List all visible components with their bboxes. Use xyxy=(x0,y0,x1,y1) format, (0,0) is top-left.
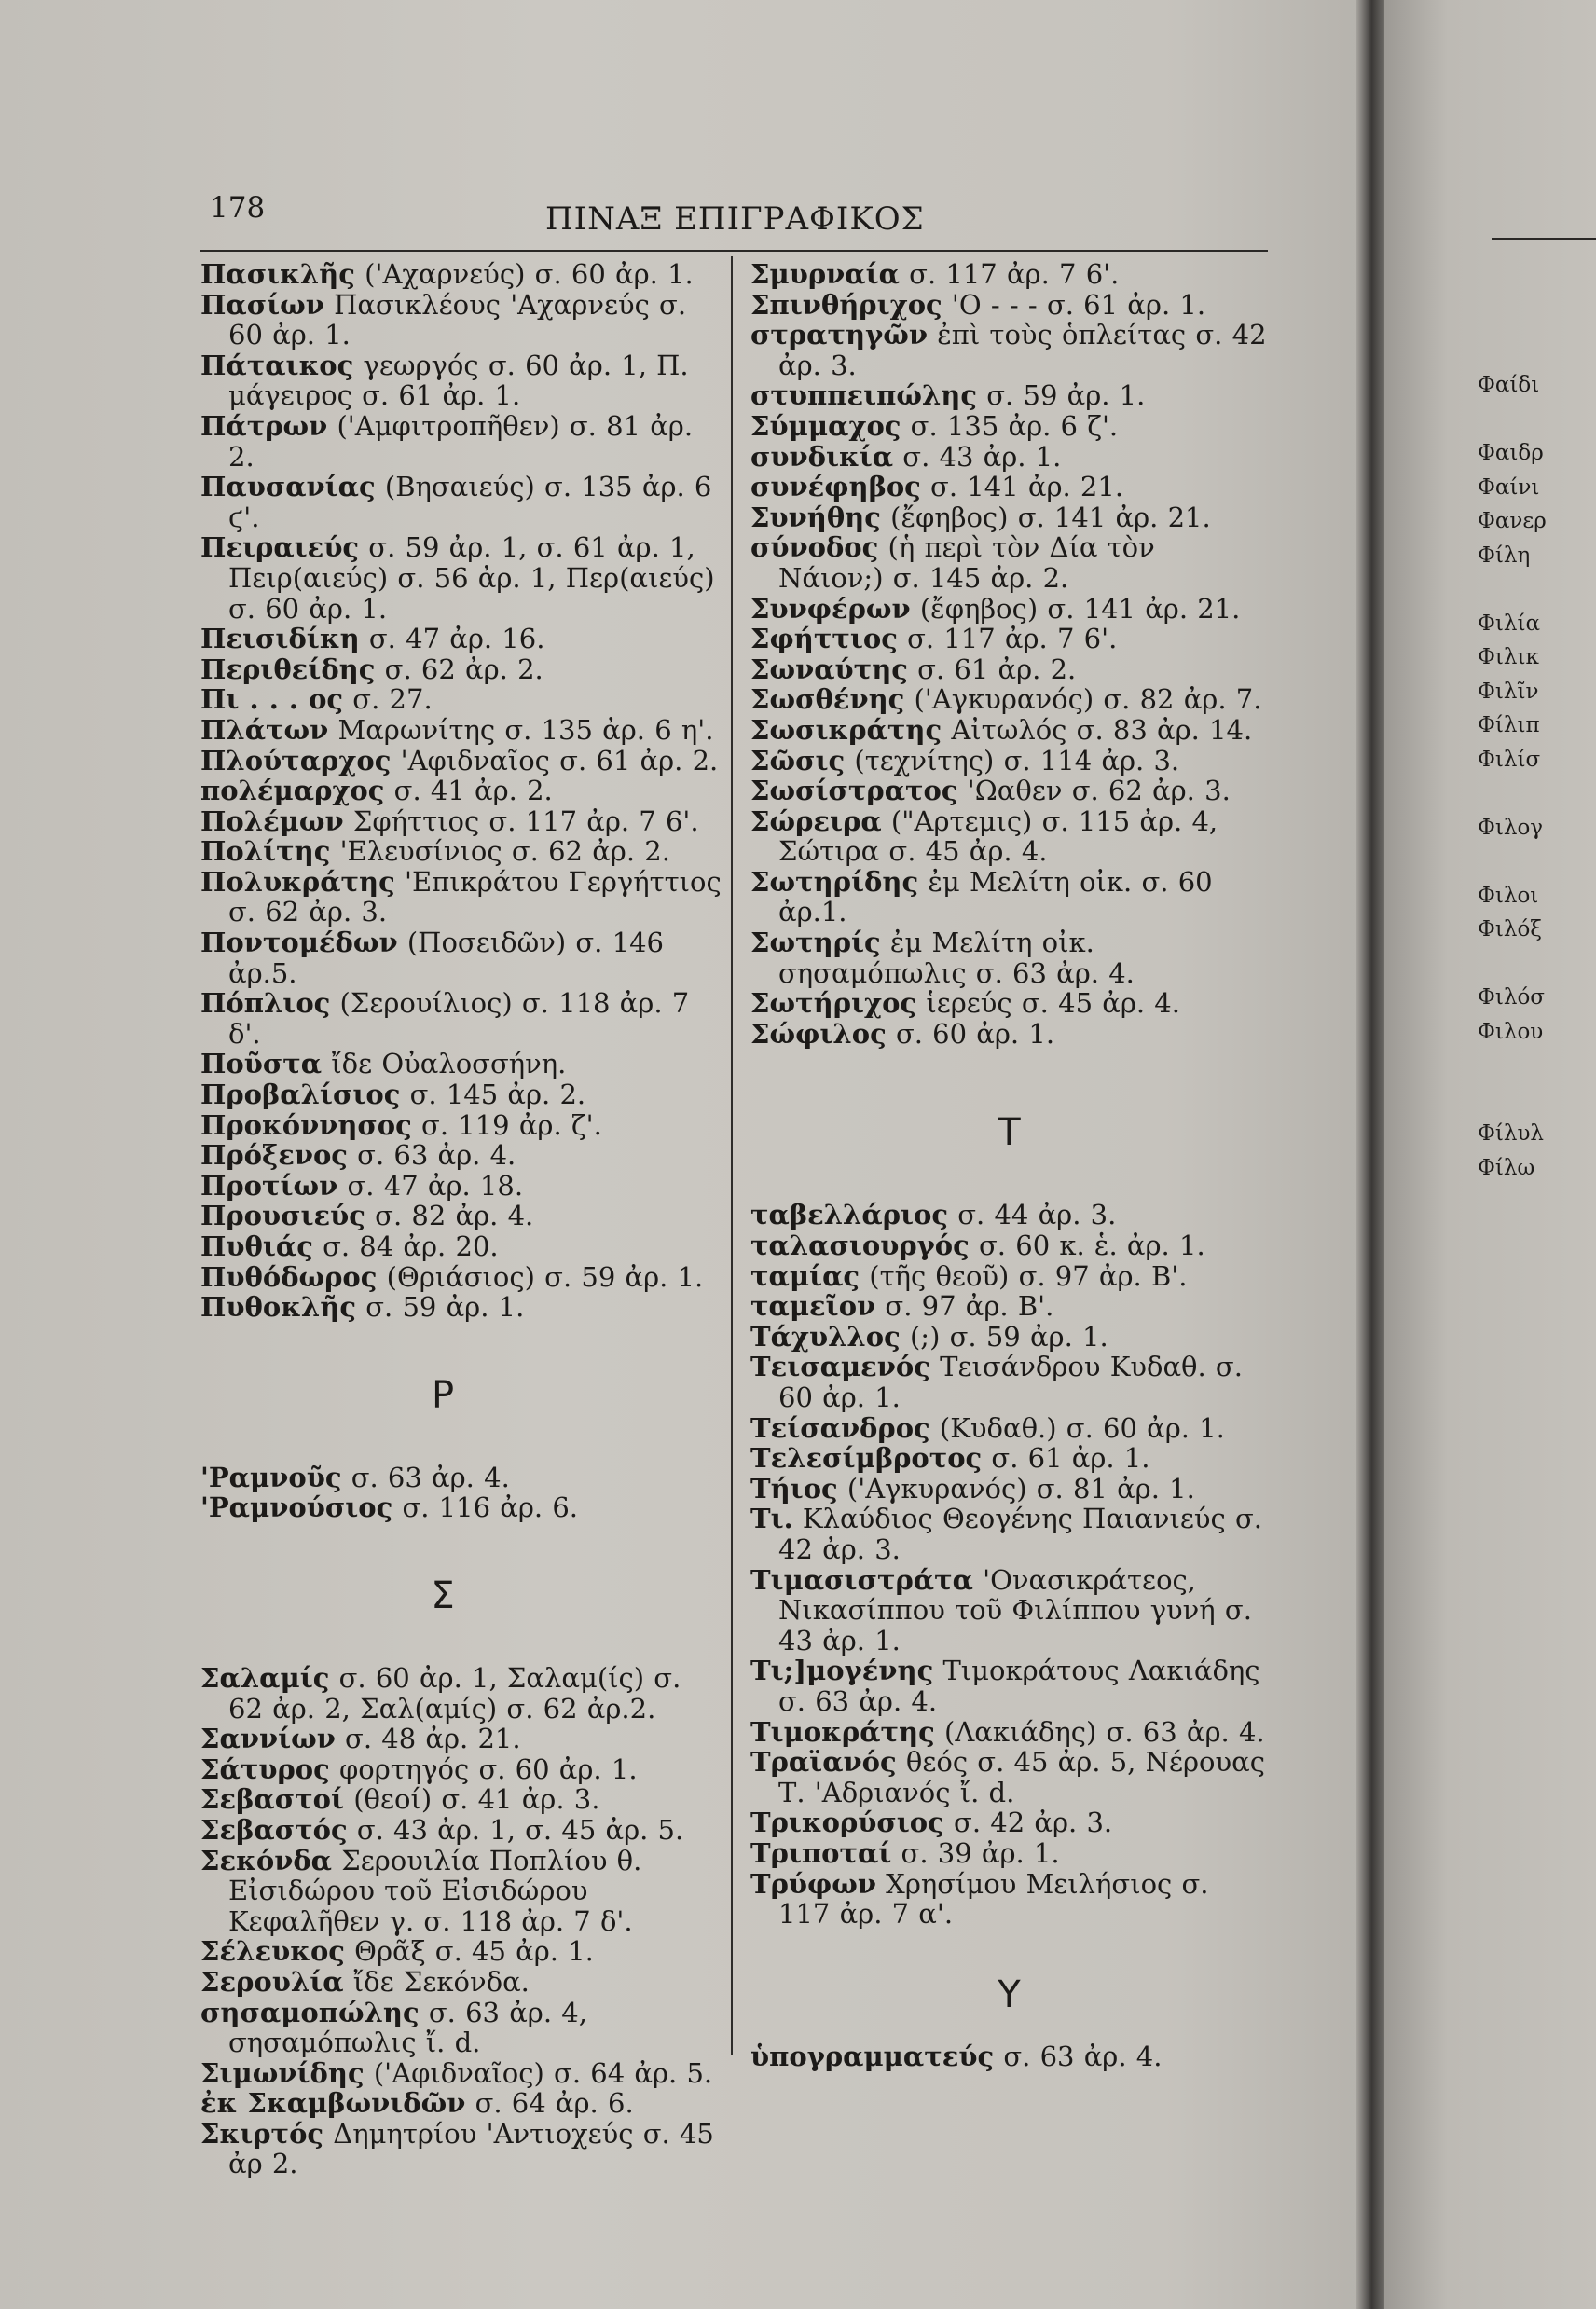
entry-text: Πασικλέους 'Αχαρνεύς σ. 60 ἀρ. 1. xyxy=(228,288,687,351)
entry-text: (Κυδαθ.) σ. 60 ἀρ. 1. xyxy=(929,1411,1225,1444)
facing-entry xyxy=(1478,777,1596,811)
index-entry xyxy=(200,259,722,290)
entry-text: ('Αγκυρανός) σ. 82 ἀρ. 7. xyxy=(904,683,1262,716)
index-entry xyxy=(200,2088,722,2119)
index-entry xyxy=(750,502,1268,533)
index-entry xyxy=(200,1784,722,1815)
index-entry xyxy=(200,1815,722,1846)
entry-headword: Πλούταρχος xyxy=(200,744,392,777)
entry-headword: Σεκόνδα xyxy=(200,1844,332,1876)
entry-text: Αἰτωλός σ. 83 ἀρ. 14. xyxy=(942,713,1253,746)
entry-text: (ἔφηβος) σ. 141 ἀρ. 21. xyxy=(880,501,1211,533)
index-entry xyxy=(750,1474,1268,1505)
entry-headword: Σωσικράτης xyxy=(750,713,942,746)
entry-headword: πολέμαρχος xyxy=(200,775,385,807)
entry-text: σ. 116 ἀρ. 6. xyxy=(392,1491,578,1524)
entry-text: σ. 42 ἀρ. 3. xyxy=(943,1807,1113,1839)
index-entry xyxy=(200,532,722,624)
entry-headword: Σεβαστοί xyxy=(200,1783,344,1816)
entry-headword: Τι. xyxy=(750,1503,793,1535)
entry-headword: Πολυκράτης xyxy=(200,865,395,898)
entry-text: (θεοί) σ. 41 ἀρ. 3. xyxy=(343,1783,600,1816)
entry-headword: Ποῦστα xyxy=(200,1048,323,1080)
entry-text: σ. 44 ἀρ. 3. xyxy=(948,1199,1117,1231)
entry-headword: Τιμοκράτης xyxy=(750,1715,935,1748)
facing-entry: Φανερ xyxy=(1478,509,1547,533)
header-rule xyxy=(200,250,1268,252)
index-entry xyxy=(200,1998,722,2058)
entry-text: 'Αφιδναῖος σ. 61 ἀρ. 2. xyxy=(391,744,719,777)
index-entry xyxy=(750,1019,1268,1050)
entry-headword: Συνήθης xyxy=(750,501,881,533)
facing-entry: Φαίνι xyxy=(1478,474,1540,500)
facing-entry: Φαίδι xyxy=(1478,373,1540,397)
index-entry xyxy=(200,1110,722,1141)
index-entry xyxy=(200,1967,722,1998)
index-entry xyxy=(200,1846,722,1937)
index-entry xyxy=(200,472,722,532)
entry-headword: Πεισιδίκη xyxy=(200,623,360,655)
facing-entry xyxy=(1478,947,1596,982)
facing-entry: Φαιδρ xyxy=(1478,441,1544,465)
index-entry xyxy=(200,654,722,685)
entry-text: (Ποσειδῶν) σ. 146 ἀρ.5. xyxy=(228,927,664,989)
entry-headword: Τρύφων xyxy=(750,1867,876,1900)
entry-text: 'Ωαθεν σ. 62 ἀρ. 3. xyxy=(957,775,1231,807)
facing-entry: Φίλιπ xyxy=(1478,713,1540,737)
index-entry xyxy=(200,2119,722,2179)
facing-entry: Φιλόξ xyxy=(1478,917,1542,941)
entry-headword: Τελεσίμβροτος xyxy=(750,1442,983,1475)
index-entry xyxy=(750,442,1268,473)
entry-text: (Σερουίλιος) σ. 118 ἀρ. 7 δ'. xyxy=(228,987,690,1050)
entry-text: σ. 64 ἀρ. 6. xyxy=(465,2087,634,2120)
index-entry xyxy=(200,867,722,928)
index-entry xyxy=(750,259,1268,290)
entry-headword: Τήιος xyxy=(750,1472,838,1505)
entry-headword: Τραϊανός xyxy=(750,1746,897,1779)
entry-text: σ. 41 ἀρ. 2. xyxy=(384,775,553,807)
facing-entry: Φιλοι xyxy=(1478,883,1539,908)
entry-text: Τεισάνδρου Κυδαθ. σ. 60 ἀρ. 1. xyxy=(778,1351,1243,1413)
entry-headword: Τρικορύσιος xyxy=(750,1807,944,1839)
entry-headword: Τιμασιστράτα xyxy=(750,1563,973,1596)
entry-text: σ. 59 ἀρ. 1, σ. 61 ἀρ. 1, Πειρ(αιεύς) σ. 56 ἀρ. 1, Περ(αιεύς) σ. 60 ἀρ. 1. xyxy=(228,531,715,625)
entry-headword: Πι . . . ος xyxy=(200,683,344,716)
index-entry xyxy=(750,624,1268,654)
index-entry xyxy=(200,746,722,777)
entry-headword: Σωσθένης xyxy=(750,683,905,716)
facing-entry: Φιλικ xyxy=(1478,645,1539,669)
entry-headword: Σέλευκος xyxy=(200,1935,345,1968)
entry-headword: Σωτηρίδης xyxy=(750,865,919,898)
facing-entry: Φίλω xyxy=(1478,1155,1535,1180)
entry-text: σ. 59 ἀρ. 1. xyxy=(356,1291,525,1324)
index-entry xyxy=(200,928,722,988)
index-entry xyxy=(750,1747,1268,1807)
entry-text: σ. 60 ἀρ. 1. xyxy=(886,1017,1055,1050)
index-entry xyxy=(750,1838,1268,1869)
facing-page-rule xyxy=(1492,238,1596,240)
facing-entry: Φίλη xyxy=(1478,543,1531,568)
entry-text: ('Αμφιτροπῆθεν) σ. 81 ἀρ. 2. xyxy=(228,409,694,473)
entry-text: σ. 97 ἀρ. Β'. xyxy=(875,1290,1054,1323)
facing-entry xyxy=(1478,1083,1596,1118)
index-entry xyxy=(750,1200,1268,1230)
entry-headword: Σωτηρίς xyxy=(750,927,881,959)
index-entry xyxy=(200,1049,722,1079)
entry-headword: Σωσίστρατος xyxy=(750,775,958,807)
entry-headword: Σμυρναία xyxy=(750,258,900,290)
entry-text: σ. 59 ἀρ. 1. xyxy=(977,379,1146,412)
entry-headword: Προκόννησος xyxy=(200,1108,412,1141)
index-entry xyxy=(750,1565,1268,1656)
entry-text: Μαρωνίτης σ. 135 ἀρ. 6 η'. xyxy=(328,713,714,746)
entry-headword: σησαμοπώλης xyxy=(200,1996,420,2028)
facing-entry xyxy=(1478,845,1596,879)
index-entry xyxy=(750,684,1268,715)
entry-text: (Θριάσιος) σ. 59 ἀρ. 1. xyxy=(377,1260,704,1293)
entry-text: σ. 43 ἀρ. 1, σ. 45 ἀρ. 5. xyxy=(347,1813,684,1846)
entry-text: σ. 27. xyxy=(343,683,433,716)
entry-text: (ἔφηβος) σ. 141 ἀρ. 21. xyxy=(910,592,1241,625)
entry-headword: Προτίων xyxy=(200,1169,338,1202)
entry-headword: συνδικία xyxy=(750,440,894,473)
entry-headword: Σκιρτός xyxy=(200,2117,324,2150)
entry-text: 'Επικράτου Γεργήττιος σ. 62 ἀρ. 3. xyxy=(228,865,722,928)
index-entry xyxy=(200,2058,722,2089)
index-entry xyxy=(750,1443,1268,1474)
entry-headword: Σπινθήριχος xyxy=(750,288,942,321)
entry-headword: Σώφιλος xyxy=(750,1017,887,1050)
index-entry xyxy=(200,1292,722,1323)
entry-headword: 'Ραμνοῦς xyxy=(200,1461,342,1493)
entry-headword: Πλάτων xyxy=(200,713,329,746)
entry-text: ἱερεύς σ. 45 ἀρ. 4. xyxy=(916,987,1180,1020)
facing-entry: Φιλία xyxy=(1478,611,1541,636)
entry-headword: Πρόξενος xyxy=(200,1139,348,1172)
entry-headword: Πάταικος xyxy=(200,349,354,381)
index-entry xyxy=(750,928,1268,988)
entry-text: ἐπὶ τοὺς ὁπλείτας σ. 42 ἀρ. 3. xyxy=(778,319,1267,381)
entry-text: σ. 117 ἀρ. 7 6'. xyxy=(897,623,1118,655)
entry-headword: Πυθόδωρος xyxy=(200,1260,378,1293)
book-gutter xyxy=(1356,0,1384,2309)
index-entry xyxy=(200,1492,722,1523)
index-entry xyxy=(750,2041,1268,2072)
entry-headword: Τι;]μογένης xyxy=(750,1655,934,1687)
page-number: 178 xyxy=(210,191,266,225)
entry-text: (;) σ. 59 ἀρ. 1. xyxy=(900,1320,1108,1353)
index-entry xyxy=(750,988,1268,1019)
entry-text: σ. 117 ἀρ. 7 6'. xyxy=(899,258,1120,290)
index-entry xyxy=(750,1717,1268,1748)
entry-text: ('Αφιδναῖος) σ. 64 ἀρ. 5. xyxy=(364,2056,713,2089)
entry-headword: ταλασιουργός xyxy=(750,1230,970,1262)
entry-headword: Προβαλίσιος xyxy=(200,1079,401,1111)
index-entry xyxy=(750,1352,1268,1412)
entry-text: 'Ονασικράτεος, Νικασίππου τοῦ Φιλίππου γυνή σ. 43 ἀρ. 1. xyxy=(778,1563,1252,1656)
facing-entry: Φιλίσ xyxy=(1478,747,1541,772)
entry-text: σ. 82 ἀρ. 4. xyxy=(365,1200,534,1232)
entry-text: γεωργός σ. 60 ἀρ. 1, Π. μάγειρος σ. 61 ἀρ. 1. xyxy=(228,349,689,412)
entry-headword: Σαλαμίς xyxy=(200,1661,330,1694)
entry-headword: Πάτρων xyxy=(200,409,328,442)
entry-headword: Σώρειρα xyxy=(750,804,882,837)
index-entry xyxy=(200,1171,722,1202)
entry-headword: Πόπλιος xyxy=(200,987,331,1020)
entry-text: ('Αχαρνεύς) σ. 60 ἀρ. 1. xyxy=(354,258,694,290)
index-entry xyxy=(200,1663,722,1724)
entry-headword: στρατηγῶν xyxy=(750,319,928,351)
index-entry xyxy=(750,1504,1268,1564)
section-letter: Σ xyxy=(431,1574,455,1617)
entry-text: Χρησίμου Μειλήσιος σ. 117 ἀρ. 7 α'. xyxy=(778,1867,1209,1931)
facing-entry: Φίλυλ xyxy=(1478,1121,1545,1146)
entry-text: Σερουιλία Ποπλίου θ. Εἰσιδώρου τοῦ Εἰσιδώρου Κεφαλῆθεν γ. σ. 118 ἀρ. 7 δ'. xyxy=(228,1844,642,1937)
entry-headword: συνέφηβος xyxy=(750,471,921,503)
entry-text: σ. 39 ἀρ. 1. xyxy=(891,1836,1060,1869)
entry-text: σ. 61 ἀρ. 2. xyxy=(907,653,1077,685)
index-entry xyxy=(750,320,1268,380)
entry-headword: Σωναύτης xyxy=(750,653,908,685)
entry-headword: Τείσανδρος xyxy=(750,1411,930,1444)
facing-entry xyxy=(1478,572,1596,607)
index-entry xyxy=(200,1463,722,1493)
entry-text: (Λακιάδης) σ. 63 ἀρ. 4. xyxy=(934,1715,1265,1748)
index-entry xyxy=(200,1754,722,1785)
facing-entry: Φιλου xyxy=(1478,1019,1544,1044)
index-entry xyxy=(200,624,722,654)
entry-headword: ταβελλάριος xyxy=(750,1199,949,1231)
index-column-left xyxy=(200,259,722,2179)
index-entry xyxy=(750,715,1268,746)
facing-entry xyxy=(1478,1049,1596,1083)
entry-headword: Σῶσις xyxy=(750,744,846,777)
entry-text: ('Αγκυρανός) σ. 81 ἀρ. 1. xyxy=(837,1472,1195,1505)
entry-text: (τεχνίτης) σ. 114 ἀρ. 3. xyxy=(845,744,1180,777)
index-entry xyxy=(200,836,722,867)
entry-text: σ. 48 ἀρ. 21. xyxy=(335,1723,521,1755)
entry-headword: ταμεῖον xyxy=(750,1290,876,1323)
index-entry xyxy=(200,1724,722,1754)
index-entry xyxy=(750,654,1268,685)
entry-text: ("Αρτεμις) σ. 115 ἀρ. 4, Σώτιρα σ. 45 ἀρ. 4. xyxy=(778,804,1218,868)
column-divider xyxy=(731,256,733,2055)
entry-headword: 'Ραμνούσιος xyxy=(200,1491,393,1524)
entry-text: Θρᾶξ σ. 45 ἀρ. 1. xyxy=(344,1935,594,1968)
entry-headword: Πυθοκλῆς xyxy=(200,1291,357,1324)
entry-text: 'Ο - - - σ. 61 ἀρ. 1. xyxy=(942,288,1206,321)
index-entry xyxy=(750,532,1268,593)
index-entry xyxy=(200,290,722,350)
entry-headword: Προυσιεύς xyxy=(200,1200,365,1232)
entry-headword: στυππειπώλης xyxy=(750,379,978,412)
entry-headword: Σωτήριχος xyxy=(750,987,917,1020)
entry-headword: ἐκ Σκαμβωνιδῶν xyxy=(200,2087,466,2120)
entry-headword: Σύμμαχος xyxy=(750,409,901,442)
index-column-right xyxy=(750,259,1268,2071)
entry-text: Τιμοκράτους Λακιάδης σ. 63 ἀρ. 4. xyxy=(778,1655,1260,1717)
entry-headword: Πασικλῆς xyxy=(200,258,355,290)
index-entry xyxy=(750,1230,1268,1261)
index-entry xyxy=(750,290,1268,321)
entry-headword: Πειραιεύς xyxy=(200,531,360,564)
entry-text: (Βησαιεύς) σ. 135 ἀρ. 6 ϛ'. xyxy=(228,471,712,533)
index-entry xyxy=(750,1807,1268,1838)
entry-text: ἴδε Οὐαλοσσήνη. xyxy=(322,1048,567,1080)
entry-text: σ. 63 ἀρ. 4. xyxy=(994,2040,1163,2072)
index-entry xyxy=(750,1261,1268,1292)
index-entry xyxy=(750,411,1268,442)
index-entry xyxy=(200,1936,722,1967)
entry-text: σ. 43 ἀρ. 1. xyxy=(893,440,1062,473)
index-entry xyxy=(750,867,1268,928)
entry-headword: ὑπογραμματεύς xyxy=(750,2040,995,2072)
entry-text: (τῆς θεοῦ) σ. 97 ἀρ. Β'. xyxy=(860,1259,1188,1292)
entry-headword: Πυθιάς xyxy=(200,1230,313,1262)
entry-text: ἐμ Μελίτη οἰκ. σ. 60 ἀρ.1. xyxy=(778,865,1213,928)
index-entry xyxy=(200,1231,722,1262)
entry-text: σ. 62 ἀρ. 2. xyxy=(375,653,543,685)
index-entry xyxy=(200,1201,722,1231)
facing-entry xyxy=(1478,403,1596,437)
entry-text: σ. 63 ἀρ. 4. xyxy=(347,1139,516,1172)
index-entry xyxy=(200,776,722,806)
entry-headword: Πολίτης xyxy=(200,835,331,868)
entry-text: ἴδε Σεκόνδα. xyxy=(343,1965,530,1998)
entry-headword: Σάτυρος xyxy=(200,1752,330,1785)
section-letter: Ρ xyxy=(431,1373,455,1417)
entry-headword: Ποντομέδων xyxy=(200,927,398,959)
index-entry xyxy=(750,746,1268,777)
entry-text: (ἡ περὶ τὸν Δία τὸν Νάιον;) σ. 145 ἀρ. 2. xyxy=(778,531,1155,594)
index-entry xyxy=(750,1869,1268,1930)
entry-headword: Σερουλία xyxy=(200,1965,344,1998)
facing-entry: Φιλόσ xyxy=(1478,985,1545,1010)
entry-text: σ. 47 ἀρ. 18. xyxy=(337,1169,524,1202)
entry-text: σ. 61 ἀρ. 1. xyxy=(982,1442,1150,1475)
entry-text: ἐμ Μελίτη οἰκ. σησαμόπωλις σ. 63 ἀρ. 4. xyxy=(778,927,1135,989)
entry-text: σ. 119 ἀρ. ζ'. xyxy=(411,1108,602,1141)
entry-headword: σύνοδος xyxy=(750,531,879,564)
entry-headword: Σιμωνίδης xyxy=(200,2056,365,2089)
index-entry xyxy=(200,1262,722,1293)
entry-headword: Πολέμων xyxy=(200,804,344,837)
entry-headword: Παυσανίας xyxy=(200,471,376,503)
index-entry xyxy=(750,806,1268,867)
facing-entry: Φιλογ xyxy=(1478,815,1544,840)
entry-text: σ. 84 ἀρ. 20. xyxy=(312,1230,499,1262)
entry-text: σ. 60 κ. ἑ. ἀρ. 1. xyxy=(969,1230,1205,1262)
entry-text: σ. 63 ἀρ. 4, σησαμόπωλις ἴ. d. xyxy=(228,1996,587,2059)
index-entry xyxy=(200,806,722,837)
entry-text: 'Ελευσίνιος σ. 62 ἀρ. 2. xyxy=(330,835,670,868)
entry-text: Δημητρίου 'Αντιοχεύς σ. 45 ἀρ 2. xyxy=(228,2117,714,2180)
entry-text: σ. 63 ἀρ. 4. xyxy=(341,1461,510,1493)
entry-text: θεός σ. 45 ἀρ. 5, Νέρουας Τ. 'Αδριανός ἴ. d. xyxy=(778,1746,1265,1808)
section-letter: Υ xyxy=(998,1972,1021,2016)
entry-text: Κλαύδιος Θεογένης Παιανιεύς σ. 42 ἀρ. 3. xyxy=(778,1503,1262,1565)
entry-headword: Περιθείδης xyxy=(200,653,376,685)
index-entry xyxy=(750,1291,1268,1322)
entry-text: σ. 47 ἀρ. 16. xyxy=(359,623,545,655)
index-entry xyxy=(750,1656,1268,1716)
entry-text: σ. 135 ἀρ. 6 ζ'. xyxy=(901,409,1119,442)
facing-entry: Φιλῖν xyxy=(1478,679,1539,704)
running-head: ΠΙΝΑΞ ΕΠΙΓΡΑΦΙΚΟΣ xyxy=(545,200,925,238)
index-entry xyxy=(750,776,1268,806)
facing-page-entries xyxy=(1478,368,1596,1185)
entry-text: φορτηγός σ. 60 ἀρ. 1. xyxy=(329,1752,638,1785)
index-entry xyxy=(200,988,722,1049)
entry-headword: Πασίων xyxy=(200,288,324,321)
index-entry xyxy=(200,350,722,411)
index-entry xyxy=(200,684,722,715)
entry-text: σ. 141 ἀρ. 21. xyxy=(920,471,1124,503)
index-entry xyxy=(200,715,722,746)
entry-headword: ταμίας xyxy=(750,1259,860,1292)
entry-headword: Τεισαμενός xyxy=(750,1351,930,1383)
index-entry xyxy=(200,1079,722,1110)
index-entry xyxy=(750,1413,1268,1444)
entry-headword: Σαννίων xyxy=(200,1723,336,1755)
index-entry xyxy=(200,1140,722,1171)
index-entry xyxy=(750,1322,1268,1353)
entry-text: σ. 145 ἀρ. 2. xyxy=(400,1079,586,1111)
index-entry xyxy=(750,380,1268,411)
index-entry xyxy=(200,411,722,472)
entry-headword: Τριποταί xyxy=(750,1836,892,1869)
entry-headword: Σεβαστός xyxy=(200,1813,348,1846)
entry-text: σ. 60 ἀρ. 1, Σαλαμ(ίς) σ. 62 ἀρ. 2, Σαλ(αμίς) σ. 62 ἀρ.2. xyxy=(228,1661,681,1725)
index-entry xyxy=(750,594,1268,625)
section-letter: Τ xyxy=(998,1111,1021,1155)
entry-headword: Τάχυλλος xyxy=(750,1320,901,1353)
entry-headword: Συνφέρων xyxy=(750,592,911,625)
index-entry xyxy=(750,472,1268,502)
entry-headword: Σφήττιος xyxy=(750,623,898,655)
entry-text: Σφήττιος σ. 117 ἀρ. 7 6'. xyxy=(343,804,699,837)
